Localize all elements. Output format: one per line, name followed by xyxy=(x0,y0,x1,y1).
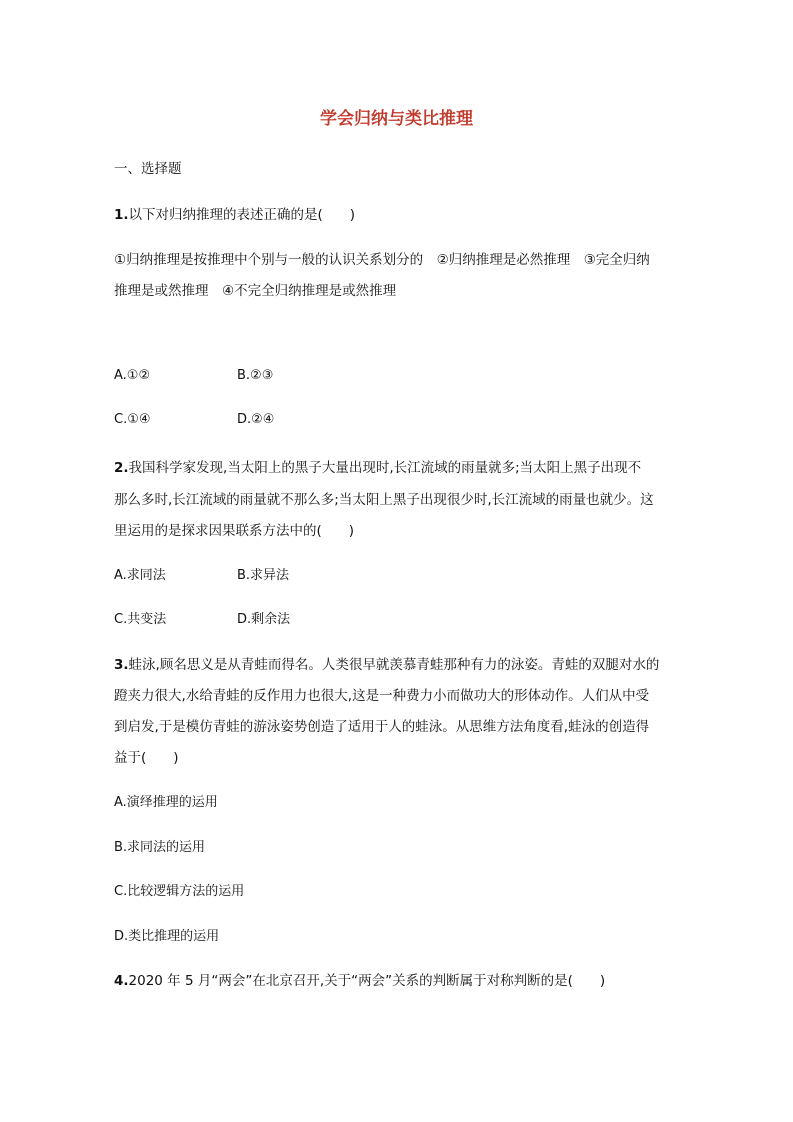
question-1-option-c: C.①④ xyxy=(114,412,151,427)
question-2-option-a: A.求同法 xyxy=(114,568,166,583)
question-1-number: 1. xyxy=(114,207,129,223)
question-3-number: 3. xyxy=(114,657,129,673)
question-3-line-4: 益于( ) xyxy=(114,750,179,766)
question-3-line-1 xyxy=(114,653,659,673)
question-2-option-b: B.求异法 xyxy=(237,568,290,583)
question-2-line-3: 里运用的是探求因果联系方法中的( ) xyxy=(114,523,355,539)
question-3-line-2: 蹬夹力很大,水给青蛙的反作用力也很大,这是一种费力小而做功大的形体动作。人们从中受 xyxy=(114,688,650,704)
document-title: 学会归纳与类比推理 xyxy=(320,109,473,129)
question-3-option-c: C.比较逻辑方法的运用 xyxy=(114,884,245,899)
question-2-number: 2. xyxy=(114,460,129,476)
question-2-text-1: 我国科学家发现,当太阳上的黑子大量出现时,长江流域的雨量就多;当太阳上黑子出现不 xyxy=(128,460,642,476)
question-1-option-a: A.①② xyxy=(114,368,151,383)
question-1-statement-line-1: ①归纳推理是按推理中个别与一般的认识关系划分的 ②归纳推理是必然推理 ③完全归纳 xyxy=(114,252,650,268)
section-heading: 一、选择题 xyxy=(114,161,182,177)
question-1-text: 以下对归纳推理的表述正确的是( ) xyxy=(128,207,356,223)
question-3-line-3: 到启发,于是模仿青蛙的游泳姿势创造了适用于人的蛙泳。从思维方法角度看,蛙泳的创造得 xyxy=(114,719,650,735)
question-3-option-a: A.演绎推理的运用 xyxy=(114,795,218,810)
question-1-statement-line-2: 推理是或然推理 ④不完全归纳推理是或然推理 xyxy=(114,283,397,299)
question-2-line-1 xyxy=(114,456,641,476)
question-1-option-b: B.②③ xyxy=(237,368,274,383)
question-3-text-1: 蛙泳,顾名思义是从青蛙而得名。人类很早就羡慕青蛙那种有力的泳姿。青蛙的双腿对水的 xyxy=(128,657,660,673)
question-1-stem xyxy=(114,203,355,223)
question-3-option-d: D.类比推理的运用 xyxy=(114,929,220,944)
question-4-text-1: 2020 年 5 月“两会”在北京召开,关于“两会”关系的判断属于对称判断的是( ) xyxy=(128,973,606,989)
question-2-option-d: D.剩余法 xyxy=(237,612,291,627)
question-2-option-c: C.共变法 xyxy=(114,612,167,627)
question-2-line-2: 那么多时,长江流域的雨量就不那么多;当太阳上黑子出现很少时,长江流域的雨量也就少。这 xyxy=(114,492,654,508)
question-3-option-b: B.求同法的运用 xyxy=(114,840,206,855)
question-1-option-d: D.②④ xyxy=(237,412,275,427)
question-4-line-1 xyxy=(114,969,605,989)
question-4-number: 4. xyxy=(114,973,129,989)
